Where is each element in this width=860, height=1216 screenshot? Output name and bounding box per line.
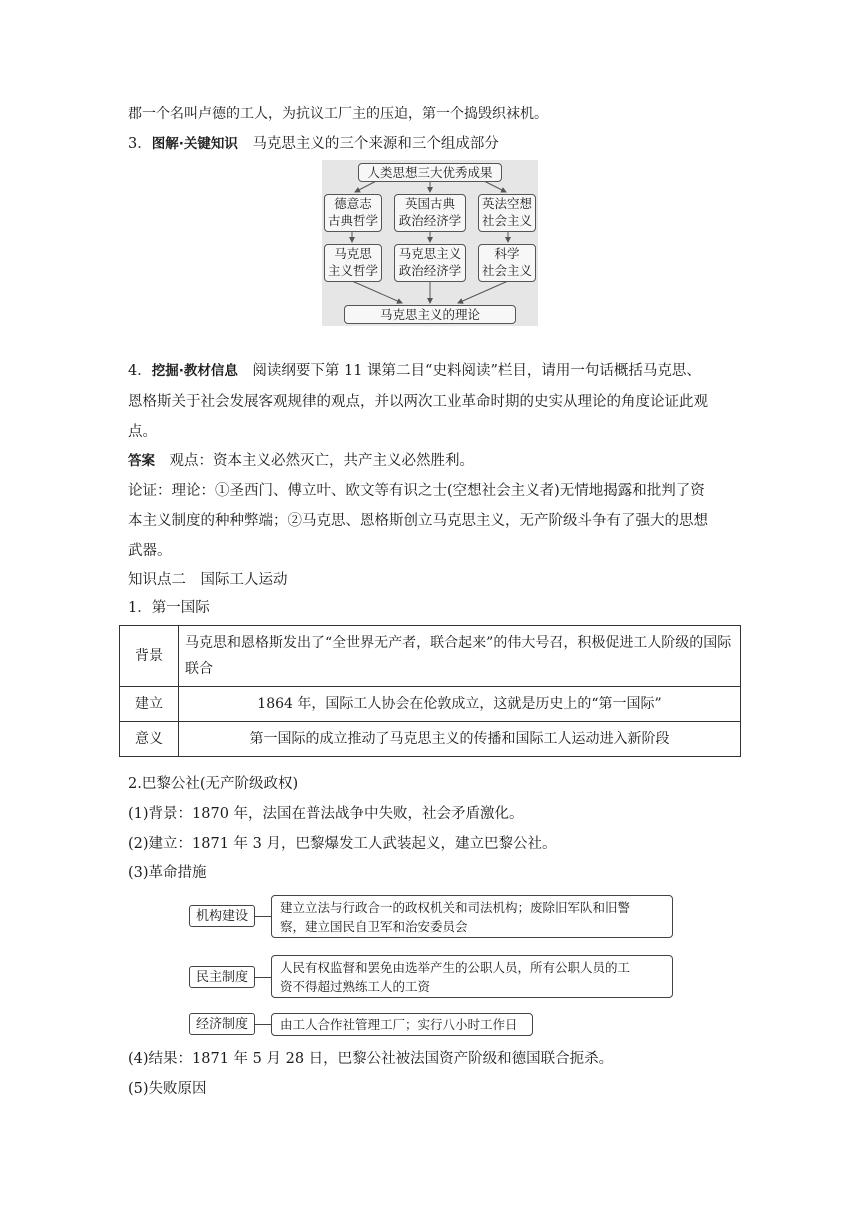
argument-line-3: 武器。: [128, 543, 172, 559]
table-cell-significance: 第一国际的成立推动了马克思主义的传播和国际工人运动进入新阶段: [179, 722, 741, 757]
measure-connector: [255, 977, 271, 978]
measure-text-line: 察，建立国民自卫军和治安委员会: [280, 919, 468, 934]
diagram-top-box: 人类思想三大优秀成果: [358, 163, 502, 182]
table-cell-background: 马克思和恩格斯发出了“全世界无产者，联合起来”的伟大号召，积极促进工人阶级的国际联合: [179, 626, 741, 687]
diagram-arrows: [322, 160, 538, 326]
paris-background: (1)背景：1870 年，法国在普法战争中失败，社会矛盾激化。: [128, 806, 524, 822]
table-head-background: 背景: [120, 626, 179, 687]
table-cell-establishment: 1864 年，国际工人协会在伦敦成立，这就是历史上的“第一国际”: [179, 687, 741, 722]
section-4-line-2: 恩格斯关于社会发展客观规律的观点，并以两次工业革命时期的史实从理论的角度论证此观: [128, 394, 708, 410]
measure-box-economy: 由工人合作社管理工厂；实行八小时工作日: [271, 1013, 533, 1036]
measure-text-line: 资不得超过熟练工人的工资: [280, 979, 431, 994]
diagram-bottom-box: 马克思主义的理论: [344, 305, 516, 324]
section-3-text: 马克思主义的三个来源和三个组成部分: [252, 136, 499, 152]
table-head-significance: 意义: [120, 722, 179, 757]
part-box-marxist-economics: 马克思主义 政治经济学: [394, 244, 466, 282]
measure-box-democracy: [271, 955, 673, 998]
answer-line: [128, 451, 474, 471]
section-4-text-1: 阅读纲要下第 11 课第二目“史料阅读”栏目，请用一句话概括马克思、: [252, 363, 701, 379]
source-box-utopian-socialism: 英法空想 社会主义: [478, 194, 536, 232]
measure-label-economy: 经济制度: [189, 1013, 255, 1035]
part-box-scientific-socialism: 科学 社会主义: [478, 244, 536, 282]
source-box-british-economics: 英国古典 政治经济学: [394, 194, 466, 232]
measure-label-institutions: 机构建设: [189, 905, 255, 927]
table-row: [120, 626, 741, 687]
measure-text-line: 人民有权监督和罢免由选举产生的公职人员，所有公职人员的工: [280, 960, 631, 975]
table-row: [120, 722, 741, 757]
answer-viewpoint: 观点：资本主义必然灭亡，共产主义必然胜利。: [169, 453, 474, 469]
part-box-marxist-philosophy: 马克思 主义哲学: [324, 244, 382, 282]
table-head-establishment: 建立: [120, 687, 179, 722]
section-3-heading: [128, 134, 499, 154]
paris-measures-title: (3)革命措施: [128, 865, 207, 881]
measure-box-institutions: [271, 895, 673, 938]
text-line-luddite: 郡一个名叫卢德的工人，为抗议工厂主的压迫，第一个捣毁织袜机。: [128, 106, 548, 122]
source-box-german-philosophy: 德意志 古典哲学: [324, 194, 382, 232]
section-4-line-1: [128, 361, 701, 381]
marxism-sources-diagram: [322, 160, 538, 326]
measure-connector: [255, 916, 271, 917]
first-international-title: 1．第一国际: [128, 600, 210, 616]
section-3-number: 3．: [128, 136, 152, 152]
first-international-table: [119, 625, 741, 757]
section-4-title: 挖掘·教材信息: [151, 363, 238, 379]
argument-line-1: 论证：理论：①圣西门、傅立叶、欧文等有识之士(空想社会主义者)无情地揭露和批判了资: [128, 483, 705, 499]
measure-connector: [255, 1024, 271, 1025]
section-4-line-3: 点。: [128, 424, 157, 440]
paris-commune-title: 2.巴黎公社(无产阶级政权): [128, 776, 299, 792]
knowledge-point-2-heading: 知识点二 国际工人运动: [128, 572, 288, 588]
paris-establishment: (2)建立：1871 年 3 月，巴黎爆发工人武装起义，建立巴黎公社。: [128, 836, 557, 852]
paris-failure-title: (5)失败原因: [128, 1081, 207, 1097]
argument-line-2: 本主义制度的种种弊端；②马克思、恩格斯创立马克思主义，无产阶级斗争有了强大的思想: [128, 513, 708, 529]
answer-label: 答案: [128, 453, 155, 469]
section-4-number: 4．: [128, 363, 152, 379]
measure-text-line: 建立立法与行政合一的政权机关和司法机构；废除旧军队和旧警: [280, 900, 631, 915]
measure-label-democracy: 民主制度: [189, 966, 255, 988]
table-row: [120, 687, 741, 722]
paris-result: (4)结果：1871 年 5 月 28 日，巴黎公社被法国资产阶级和德国联合扼杀。: [128, 1051, 614, 1067]
section-3-title: 图解·关键知识: [151, 136, 238, 152]
